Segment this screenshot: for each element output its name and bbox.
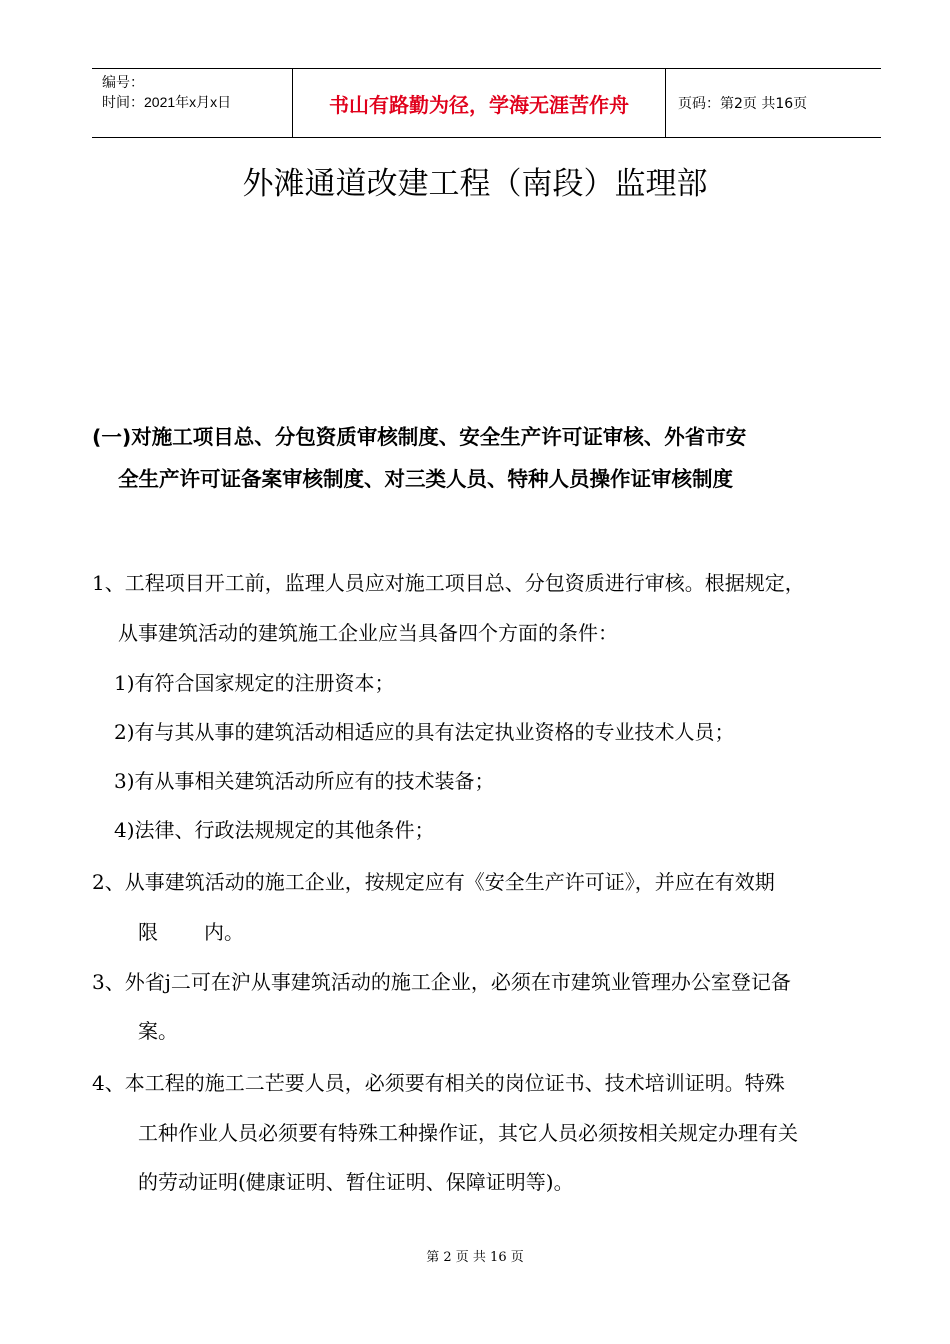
paragraph-2-word-1: 限 (138, 920, 158, 944)
list-item-2: 2)有与其从事的建筑活动相适应的具有法定执业资格的专业技术人员； (114, 720, 735, 744)
paragraph-3-line-1: 3、外省j二可在沪从事建筑活动的施工企业，必须在市建筑业管理办公室登记备 (92, 970, 791, 994)
paragraph-1-line-1: 1、工程项目开工前，监理人员应对施工项目总、分包资质进行审核。根据规定， (92, 571, 805, 595)
header-page-cell (666, 69, 881, 137)
motto-text: 书山有路勤为径，学海无涯苦作舟 (329, 92, 629, 117)
paragraph-1-line-2: 从事建筑活动的建筑施工企业应当具备四个方面的条件： (118, 621, 618, 645)
number-label: 编号： (102, 74, 144, 90)
section-heading-line-1: (一)对施工项目总、分包资质审核制度、安全生产许可证审核、外省市安 (92, 425, 747, 449)
list-item-3: 3)有从事相关建筑活动所应有的技术装备； (114, 769, 495, 793)
list-item-1: 1)有符合国家规定的注册资本； (114, 671, 395, 695)
document-title: 外滩通道改建工程（南段）监理部 (242, 166, 708, 202)
header-meta-cell (92, 69, 293, 137)
paragraph-2-line-1: 2、从事建筑活动的施工企业，按规定应有《安全生产许可证》，并应在有效期 (92, 870, 775, 894)
paragraph-4-line-3: 的劳动证明(健康证明、暂住证明、保障证明等)。 (138, 1170, 574, 1194)
header-table (92, 68, 881, 138)
page-label: 页码：第2页 共16页 (678, 96, 808, 112)
paragraph-4-line-1: 4、本工程的施工二芒要人员，必须要有相关的岗位证书、技术培训证明。特殊 (92, 1071, 785, 1095)
header-motto-cell (293, 69, 666, 137)
section-heading (92, 416, 882, 500)
paragraph-3-line-2: 案。 (138, 1019, 178, 1043)
paragraph-2-word-2: 内。 (204, 920, 244, 944)
paragraph-2-line-2 (138, 919, 928, 945)
footer-page-number: 第 2 页 共 16 页 (426, 1250, 524, 1265)
time-label: 时间：2021年x月x日 (102, 94, 232, 110)
list-item-4: 4)法律、行政法规规定的其他条件； (114, 818, 435, 842)
paragraph-4-line-2: 工种作业人员必须要有特殊工种操作证，其它人员必须按相关规定办理有关 (138, 1121, 798, 1145)
section-heading-line-2: 全生产许可证备案审核制度、对三类人员、特种人员操作证审核制度 (118, 467, 733, 491)
